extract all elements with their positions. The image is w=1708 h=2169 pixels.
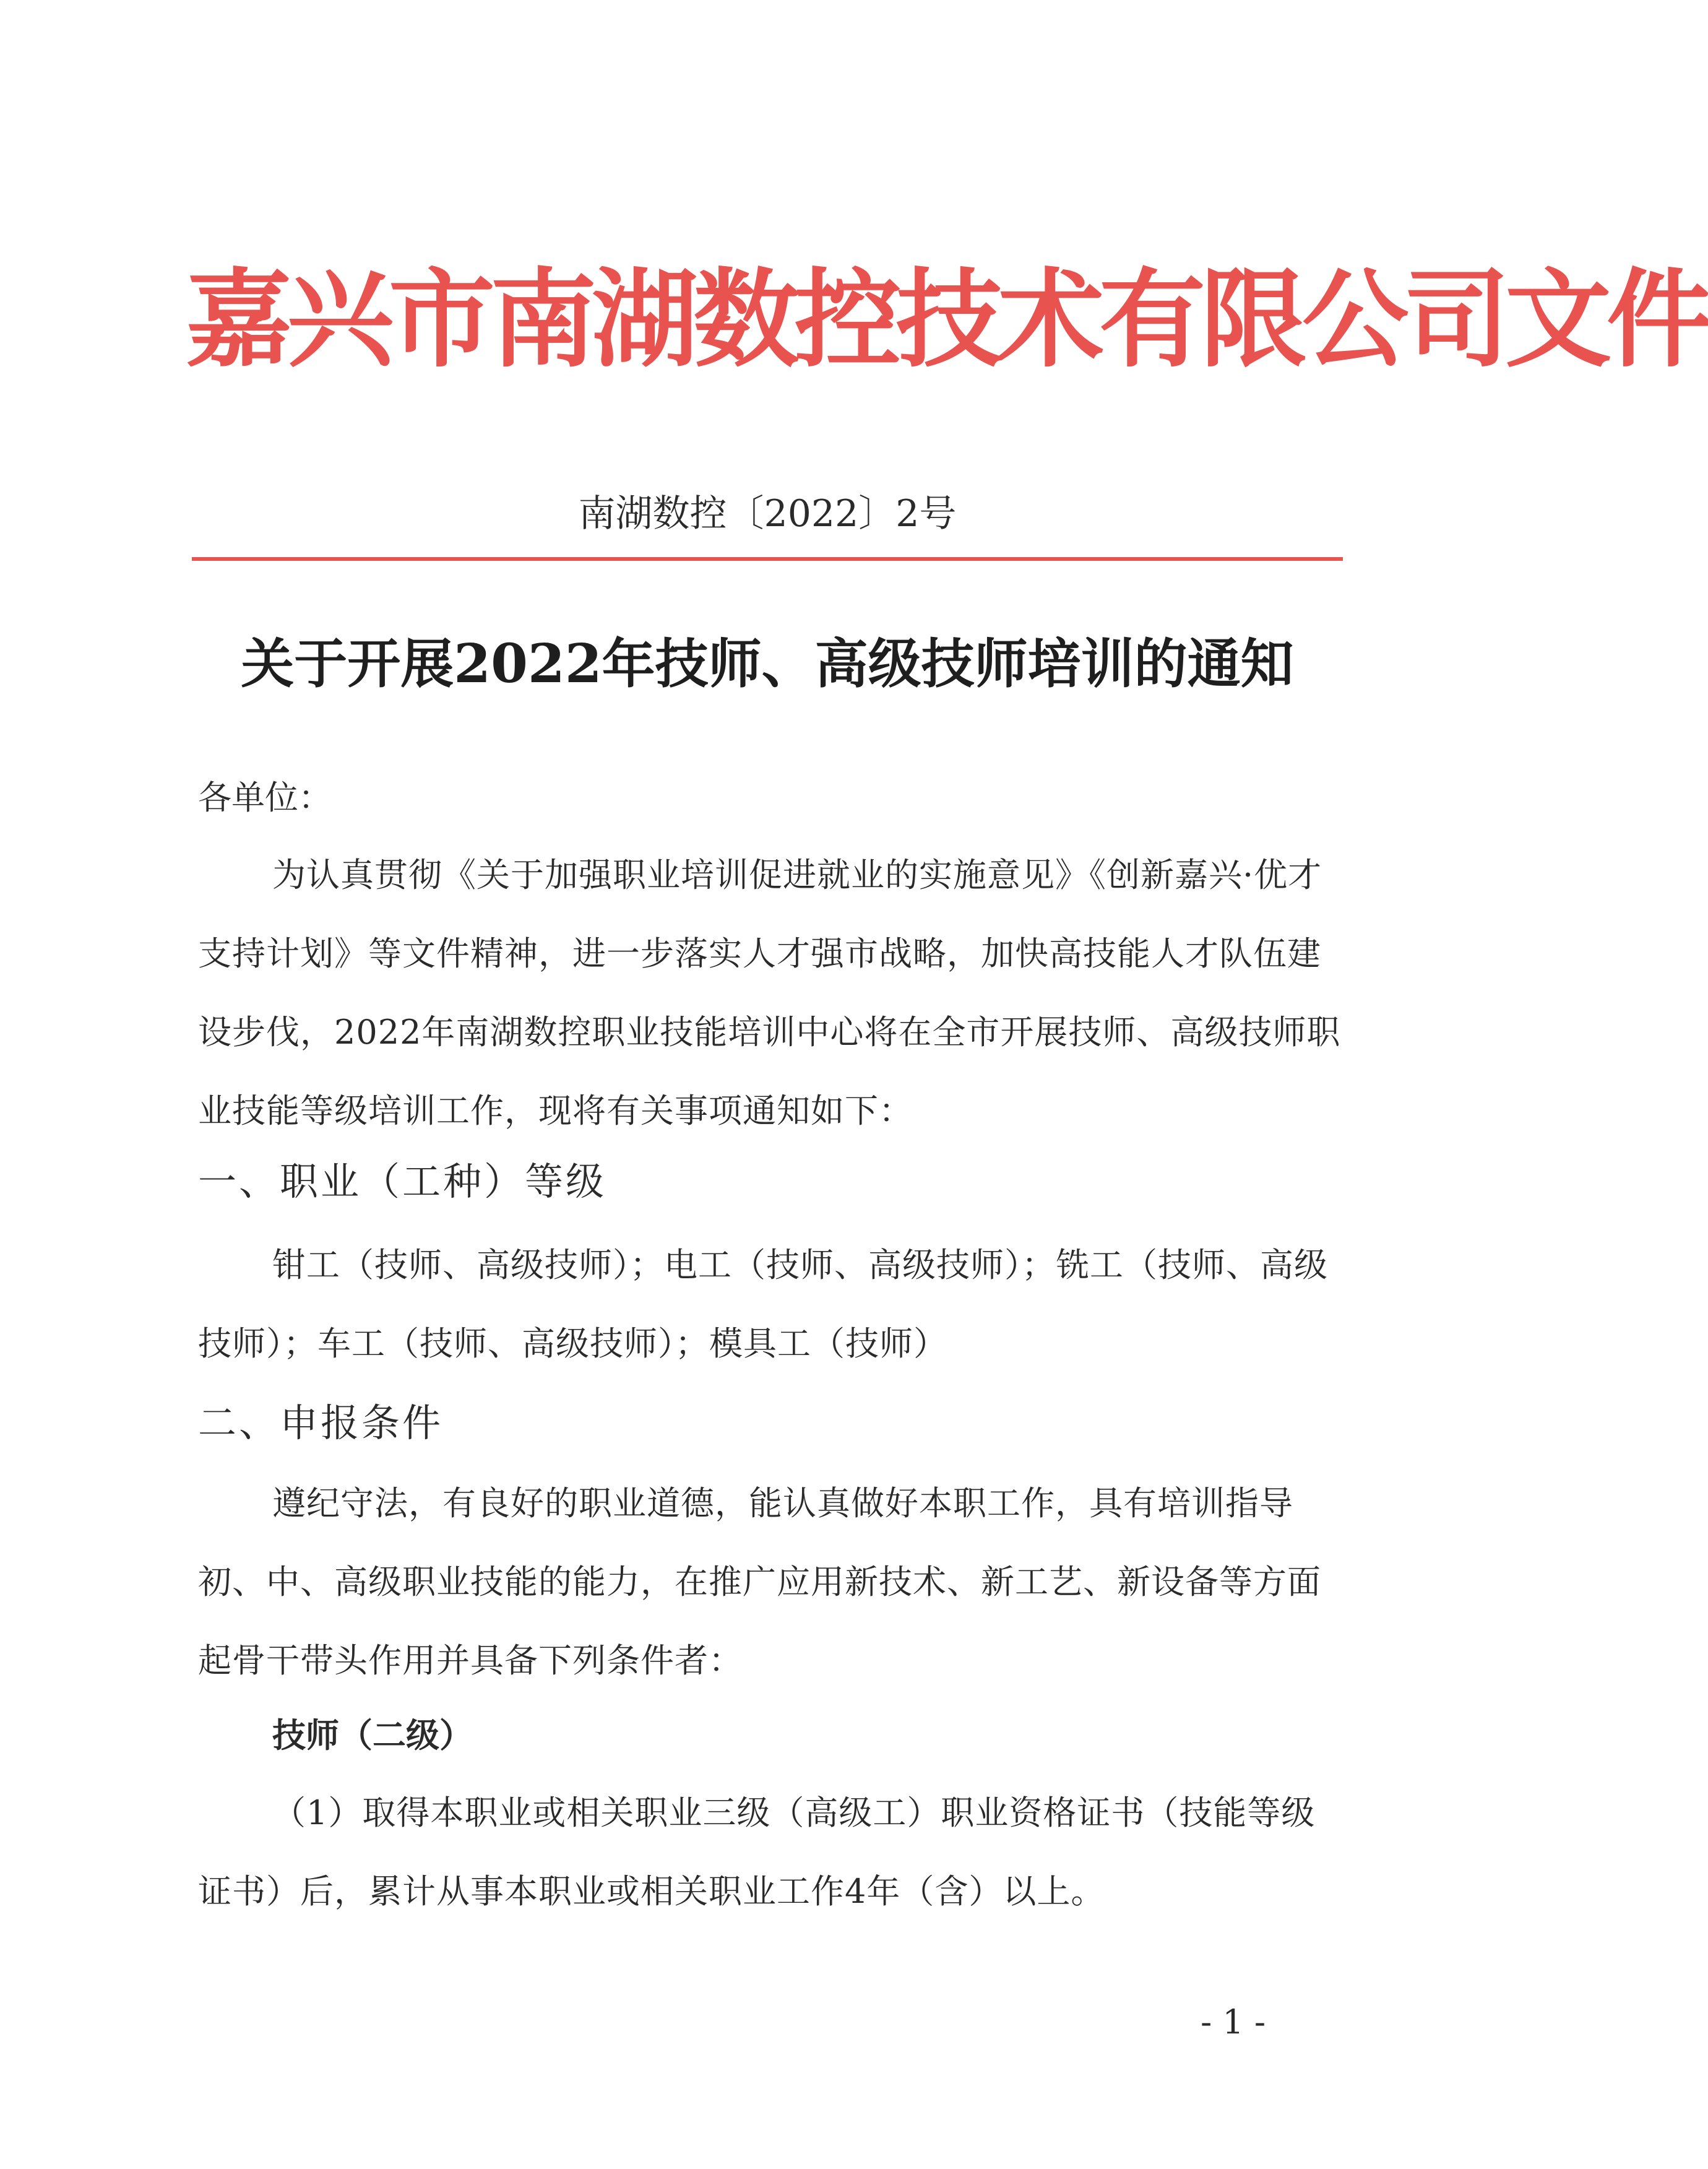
document-number: 南湖数控〔2022〕2号: [578, 492, 957, 535]
conditions-paragraph: 遵纪守法，有良好的职业道德，能认真做好本职工作，具有培训指导初、中、高级职业技能的能力，在推广应用新技术、新工艺、新设备等方面起骨干带头作用并具备下列条件者：: [198, 1484, 1321, 1680]
section-heading-occupation-levels: 一、职业（工种）等级: [198, 1159, 607, 1204]
section-heading-application-conditions: 二、申报条件: [198, 1400, 444, 1445]
header-red-rule: [192, 557, 1343, 561]
salutation: 各单位：: [198, 778, 332, 817]
occupation-list-paragraph: 钳工（技师、高级技师）；电工（技师、高级技师）；铣工（技师、高级技师）；车工（技师、高级技师）；模具工（技师）: [198, 1245, 1328, 1363]
technician-subheading: 技师（二级）: [272, 1715, 473, 1755]
notice-title: 关于开展2022年技师、高级技师培训的通知: [241, 633, 1294, 695]
org-header-title: 嘉兴市南湖数控技术有限公司文件: [186, 256, 1708, 382]
page-number: - 1 -: [1201, 2002, 1266, 2041]
intro-paragraph: 为认真贯彻《关于加强职业培训促进就业的实施意见》《创新嘉兴·优才支持计划》等文件精神，进一步落实人才强市战略，加快高技能人才队伍建设步伐，2022年南湖数控职业技能培训中心将在全市开展技师、高级技师职业技能等级培训工作，现将有关事项通知如下：: [198, 855, 1341, 1130]
condition-item-1: （1）取得本职业或相关职业三级（高级工）职业资格证书（技能等级证书）后，累计从事本职业或相关职业工作4年（含）以上。: [198, 1793, 1316, 1911]
